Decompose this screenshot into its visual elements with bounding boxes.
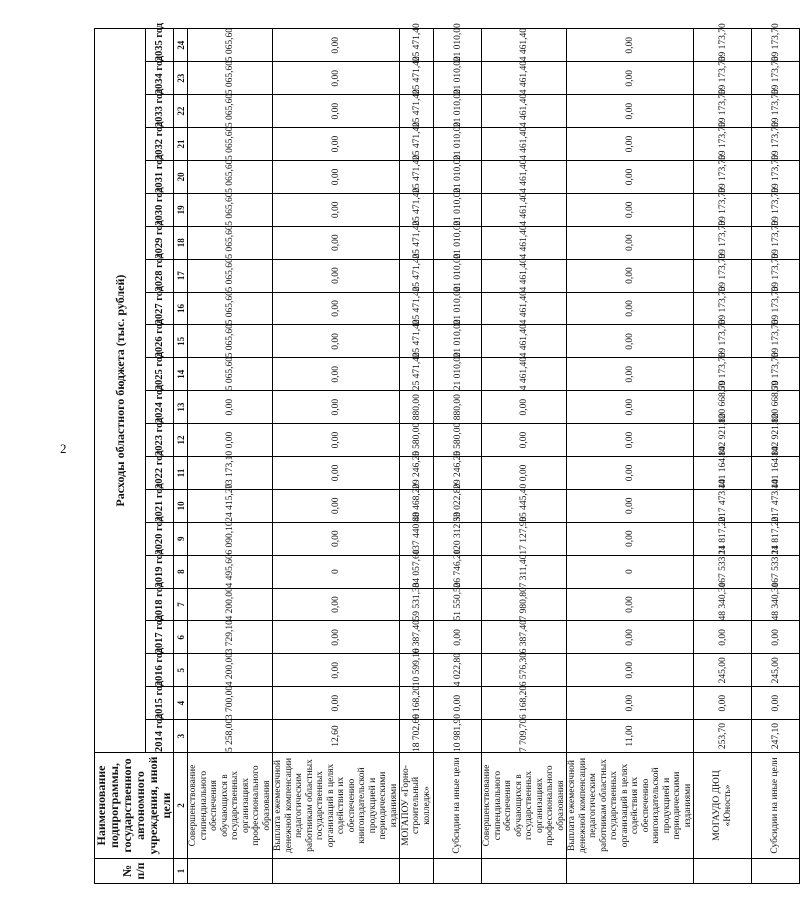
value-cell: 142 921,80 xyxy=(694,424,752,457)
value-cell: 5 065,60 xyxy=(188,358,273,391)
row-number xyxy=(482,859,567,884)
row-name: Субсидии на иные цели xyxy=(434,753,482,859)
value-cell: 4 461,40 xyxy=(482,128,567,161)
value-cell: 0,00 xyxy=(273,29,400,62)
value-cell: 0,00 xyxy=(273,687,400,720)
value-cell: 5 065,60 xyxy=(188,226,273,259)
value-cell: 21 010,00 xyxy=(434,193,482,226)
row-number xyxy=(434,859,482,884)
value-cell: 0,00 xyxy=(567,95,694,128)
value-cell: 0,00 xyxy=(567,62,694,95)
value-cell: 245,00 xyxy=(694,654,752,687)
value-cell: 7 311,40 xyxy=(482,555,567,588)
value-cell: 59 173,70 xyxy=(752,226,800,259)
value-cell: 0,00 xyxy=(273,325,400,358)
value-cell: 59 173,70 xyxy=(752,128,800,161)
value-cell: 141 164,80 xyxy=(694,456,752,489)
value-cell: 7 709,70 xyxy=(482,720,567,753)
value-cell: 33 022,80 xyxy=(434,489,482,522)
value-cell: 0,00 xyxy=(273,62,400,95)
column-number: 24 xyxy=(174,29,188,62)
value-cell: 0,00 xyxy=(273,391,400,424)
value-cell: 73 173,10 xyxy=(188,456,273,489)
value-cell: 4 461,40 xyxy=(482,259,567,292)
value-cell: 59 173,70 xyxy=(694,325,752,358)
column-number: 8 xyxy=(174,555,188,588)
value-cell: 55 445,40 xyxy=(482,489,567,522)
value-cell: 4 022,80 xyxy=(434,654,482,687)
value-cell: 0,00 xyxy=(273,621,400,654)
value-cell: 0,00 xyxy=(273,588,400,621)
name-header: Наименование подпрограммы, государственного автономного учреждения, иной цели xyxy=(95,753,174,859)
value-cell: 5 065,60 xyxy=(188,128,273,161)
value-cell: 4 461,40 xyxy=(482,62,567,95)
value-cell: 0,00 xyxy=(273,193,400,226)
value-cell: 4 461,40 xyxy=(482,325,567,358)
value-cell: 34 057,60 xyxy=(400,555,434,588)
value-cell: 0,00 xyxy=(273,292,400,325)
value-cell: 24 817,20 xyxy=(752,522,800,555)
value-cell: 5 065,60 xyxy=(188,193,273,226)
value-cell: 0,00 xyxy=(567,687,694,720)
row-name: Субсидии на иные цели xyxy=(752,753,800,859)
table-body xyxy=(188,23,800,884)
value-cell: 59 173,70 xyxy=(752,325,800,358)
column-number: 3 xyxy=(174,720,188,753)
column-number: 13 xyxy=(174,391,188,424)
value-cell: 26 746,20 xyxy=(434,555,482,588)
year-header: 2022 год xyxy=(146,456,174,489)
value-cell: 4 200,00 xyxy=(188,588,273,621)
row-number xyxy=(188,859,273,884)
value-cell: 0 xyxy=(273,555,400,588)
value-cell: 25 471,40 xyxy=(400,325,434,358)
value-cell: 4 461,40 xyxy=(482,95,567,128)
value-cell: 4 461,40 xyxy=(482,292,567,325)
table-row xyxy=(694,29,752,884)
value-cell: 3 729,10 xyxy=(188,621,273,654)
value-cell: 0,00 xyxy=(188,424,273,457)
value-cell: 5 065,60 xyxy=(188,29,273,62)
value-cell: 25 471,40 xyxy=(400,29,434,62)
row-number xyxy=(694,859,752,884)
row-name: Выплата ежемесячной денежной компенсации педагогическим работникам областных государственных организаций в целях содействия их обеспечению книгоиздательской продукцией и периодическими изданиями xyxy=(273,753,400,859)
value-cell: 247,10 xyxy=(752,720,800,753)
year-header: 2024 год xyxy=(146,391,174,424)
column-number: 22 xyxy=(174,95,188,128)
budget-table-rotated xyxy=(94,22,781,884)
value-cell: 0,00 xyxy=(434,621,482,654)
value-cell: 10 981,90 xyxy=(434,720,482,753)
value-cell: 120 668,70 xyxy=(694,391,752,424)
value-cell: 0,00 xyxy=(273,489,400,522)
value-cell: 21 010,00 xyxy=(434,160,482,193)
column-number: 17 xyxy=(174,259,188,292)
value-cell: 48 340,30 xyxy=(694,588,752,621)
value-cell: 0,00 xyxy=(567,292,694,325)
value-cell: 0,00 xyxy=(273,259,400,292)
value-cell: 5 065,60 xyxy=(188,259,273,292)
row-name: Совершенствование стипендиального обеспечения обучающихся в государственных организациях профессионального образования xyxy=(188,753,273,859)
value-cell: 0,00 xyxy=(482,424,567,457)
row-name: МОГАУДО ДЮЦ «Юность» xyxy=(694,753,752,859)
value-cell: 4 461,40 xyxy=(482,226,567,259)
year-header: 2018 год xyxy=(146,588,174,621)
value-cell: 25 471,40 xyxy=(400,128,434,161)
value-cell: 0,00 xyxy=(567,621,694,654)
value-cell: 3 700,00 xyxy=(188,687,273,720)
table-row xyxy=(273,29,400,884)
value-cell: 167 533,11 xyxy=(752,555,800,588)
year-header: 2033 год xyxy=(146,95,174,128)
table-row xyxy=(188,29,273,884)
column-number: 14 xyxy=(174,358,188,391)
value-cell: 4 461,40 xyxy=(482,160,567,193)
value-cell: 11,00 xyxy=(567,720,694,753)
value-cell: 6 576,30 xyxy=(482,654,567,687)
value-cell: 4 495,60 xyxy=(188,555,273,588)
column-number: 9 xyxy=(174,522,188,555)
value-cell: 59 173,70 xyxy=(694,292,752,325)
budget-table xyxy=(94,22,800,884)
year-header: 2020 год xyxy=(146,522,174,555)
value-cell: 59 173,70 xyxy=(752,95,800,128)
value-cell: 59 173,70 xyxy=(694,128,752,161)
column-number: 7 xyxy=(174,588,188,621)
value-cell: 4 200,00 xyxy=(188,654,273,687)
year-header: 2026 год xyxy=(146,325,174,358)
column-number: 16 xyxy=(174,292,188,325)
value-cell: 0,00 xyxy=(752,687,800,720)
value-cell: 59 173,70 xyxy=(694,358,752,391)
column-number: 18 xyxy=(174,226,188,259)
column-number: 21 xyxy=(174,128,188,161)
value-cell: 21 010,00 xyxy=(434,95,482,128)
value-cell: 29 246,20 xyxy=(400,456,434,489)
value-cell: 167 533,11 xyxy=(694,555,752,588)
budget-header: Расходы областного бюджета (тыс. рублей) xyxy=(95,29,146,753)
column-number: 6 xyxy=(174,621,188,654)
value-cell: 0,00 xyxy=(273,160,400,193)
value-cell: 4 461,40 xyxy=(482,29,567,62)
column-number: 4 xyxy=(174,687,188,720)
year-header: 2028 год xyxy=(146,259,174,292)
value-cell: 0,00 xyxy=(567,358,694,391)
value-cell: 59 173,70 xyxy=(694,62,752,95)
value-cell: 217 473,40 xyxy=(752,489,800,522)
value-cell: 0,00 xyxy=(188,391,273,424)
value-cell: 6 090,10 xyxy=(188,522,273,555)
year-header: 2034 год xyxy=(146,62,174,95)
value-cell: 6 387,40 xyxy=(400,621,434,654)
value-cell: 59 531,30 xyxy=(400,588,434,621)
value-cell: 51 550,50 xyxy=(434,588,482,621)
column-number: 15 xyxy=(174,325,188,358)
value-cell: 245,00 xyxy=(752,654,800,687)
value-cell: 25 471,40 xyxy=(400,95,434,128)
value-cell: 17 127,90 xyxy=(482,522,567,555)
value-cell: 6 168,20 xyxy=(400,687,434,720)
value-cell: 59 173,70 xyxy=(752,259,800,292)
value-cell: 0,00 xyxy=(482,456,567,489)
value-cell: 0,00 xyxy=(752,621,800,654)
value-cell: 0,00 xyxy=(567,29,694,62)
value-cell: 0,00 xyxy=(567,456,694,489)
column-number: 19 xyxy=(174,193,188,226)
value-cell: 0,00 xyxy=(273,522,400,555)
row-name: Выплата ежемесячной денежной компенсации педагогическим работникам областных государственных организаций в целях содействия их обеспечению книгоиздательской продукцией и периодическими изданиями xyxy=(567,753,694,859)
value-cell: 5 065,60 xyxy=(188,62,273,95)
column-number: 23 xyxy=(174,62,188,95)
value-cell: 0,00 xyxy=(482,391,567,424)
year-header: 2035 год xyxy=(146,29,174,62)
value-cell: 253,70 xyxy=(694,720,752,753)
value-cell: 24 817,20 xyxy=(694,522,752,555)
value-cell: 59 173,70 xyxy=(752,292,800,325)
column-number: 12 xyxy=(174,424,188,457)
value-cell: 137 440,40 xyxy=(400,522,434,555)
value-cell: 0,00 xyxy=(273,424,400,457)
value-cell: 0,00 xyxy=(567,424,694,457)
value-cell: 29 246,20 xyxy=(434,456,482,489)
value-cell: 0,00 xyxy=(567,522,694,555)
column-number: 20 xyxy=(174,160,188,193)
value-cell: 0,00 xyxy=(694,687,752,720)
table-row xyxy=(434,29,482,884)
row-name: Совершенствование стипендиального обеспечения обучающихся в государственных организациях профессионального образования xyxy=(482,753,567,859)
year-header: 2019 год xyxy=(146,555,174,588)
value-cell: 59 173,70 xyxy=(752,160,800,193)
value-cell: 0,00 xyxy=(273,654,400,687)
year-header: 2014 год xyxy=(146,720,174,753)
table-row xyxy=(482,29,567,884)
value-cell: 5 065,60 xyxy=(188,160,273,193)
value-cell: 21 010,00 xyxy=(434,226,482,259)
column-number: 11 xyxy=(174,456,188,489)
value-cell: 0,00 xyxy=(567,226,694,259)
year-header: 2023 год xyxy=(146,424,174,457)
value-cell: 120 312,50 xyxy=(434,522,482,555)
value-cell: 21 010,00 xyxy=(434,358,482,391)
value-cell: 48 340,30 xyxy=(752,588,800,621)
value-cell: 4 461,40 xyxy=(482,358,567,391)
value-cell: 5 580,00 xyxy=(400,424,434,457)
year-header: 2030 год xyxy=(146,193,174,226)
value-cell: 25 471,40 xyxy=(400,193,434,226)
row-number xyxy=(752,859,800,884)
column-number: 2 xyxy=(174,753,188,859)
value-cell: 0,00 xyxy=(567,391,694,424)
value-cell: 18 702,60 xyxy=(400,720,434,753)
value-cell: 0,00 xyxy=(273,95,400,128)
value-cell: 0,00 xyxy=(434,687,482,720)
value-cell: 0,00 xyxy=(273,456,400,489)
table-row xyxy=(400,29,434,884)
value-cell: 59 173,70 xyxy=(752,62,800,95)
value-cell: 0,00 xyxy=(567,259,694,292)
value-cell: 12,60 xyxy=(273,720,400,753)
value-cell: 59 173,70 xyxy=(752,193,800,226)
value-cell: 5 065,60 xyxy=(188,95,273,128)
value-cell: 0,00 xyxy=(273,128,400,161)
value-cell: 0,00 xyxy=(567,160,694,193)
num-header: № п/п xyxy=(95,859,174,884)
value-cell: 25 471,40 xyxy=(400,160,434,193)
value-cell: 21 010,00 xyxy=(434,62,482,95)
value-cell: 5 065,60 xyxy=(188,292,273,325)
row-number xyxy=(567,859,694,884)
year-header: 2032 год xyxy=(146,128,174,161)
value-cell: 25 471,40 xyxy=(400,358,434,391)
page-number: 2 xyxy=(60,441,67,456)
value-cell: 59 173,70 xyxy=(752,358,800,391)
value-cell: 88 468,20 xyxy=(400,489,434,522)
value-cell: 59 173,70 xyxy=(694,259,752,292)
year-header: 2016 год xyxy=(146,654,174,687)
value-cell: 141 164,80 xyxy=(752,456,800,489)
value-cell: 120 668,70 xyxy=(752,391,800,424)
value-cell: 59 173,70 xyxy=(694,29,752,62)
value-cell: 0 xyxy=(567,555,694,588)
value-cell: 21 010,00 xyxy=(434,259,482,292)
value-cell: 217 473,40 xyxy=(694,489,752,522)
table-row xyxy=(567,29,694,884)
column-number: 10 xyxy=(174,489,188,522)
value-cell: 880,00 xyxy=(400,391,434,424)
row-name: МОГАПОУ «Горно-строительный колледж» xyxy=(400,753,434,859)
value-cell: 59 173,70 xyxy=(694,95,752,128)
value-cell: 21 010,00 xyxy=(434,325,482,358)
value-cell: 6 387,40 xyxy=(482,621,567,654)
value-cell: 59 173,70 xyxy=(694,226,752,259)
row-number xyxy=(400,859,434,884)
value-cell: 25 471,40 xyxy=(400,62,434,95)
year-header: 2027 год xyxy=(146,292,174,325)
value-cell: 0,00 xyxy=(273,226,400,259)
value-cell: 21 010,00 xyxy=(434,29,482,62)
value-cell: 7 980,80 xyxy=(482,588,567,621)
year-header: 2015 год xyxy=(146,687,174,720)
year-header: 2017 год xyxy=(146,621,174,654)
value-cell: 0,00 xyxy=(567,193,694,226)
year-header: 2021 год xyxy=(146,489,174,522)
value-cell: 4 461,40 xyxy=(482,193,567,226)
value-cell: 21 010,00 xyxy=(434,292,482,325)
value-cell: 21 010,00 xyxy=(434,128,482,161)
value-cell: 0,00 xyxy=(567,654,694,687)
value-cell: 59 173,70 xyxy=(694,160,752,193)
value-cell: 880,00 xyxy=(434,391,482,424)
value-cell: 5 065,60 xyxy=(188,325,273,358)
value-cell: 0,00 xyxy=(567,489,694,522)
value-cell: 142 921,80 xyxy=(752,424,800,457)
table-row xyxy=(752,29,800,884)
value-cell: 0,00 xyxy=(567,128,694,161)
row-number xyxy=(273,859,400,884)
value-cell: 25 471,40 xyxy=(400,226,434,259)
year-header: 2029 год xyxy=(146,226,174,259)
value-cell: 5 580,00 xyxy=(434,424,482,457)
value-cell: 24 415,20 xyxy=(188,489,273,522)
value-cell: 59 173,70 xyxy=(752,29,800,62)
value-cell: 59 173,70 xyxy=(694,193,752,226)
value-cell: 0,00 xyxy=(567,588,694,621)
value-cell: 0,00 xyxy=(694,621,752,654)
column-number-row xyxy=(174,29,188,884)
year-header: 2025 год xyxy=(146,358,174,391)
value-cell: 25 471,40 xyxy=(400,292,434,325)
value-cell: 25 471,40 xyxy=(400,259,434,292)
value-cell: 0,00 xyxy=(273,358,400,391)
value-cell: 6 168,20 xyxy=(482,687,567,720)
value-cell: 5 258,00 xyxy=(188,720,273,753)
column-number: 1 xyxy=(174,859,188,884)
column-number: 5 xyxy=(174,654,188,687)
value-cell: 10 599,10 xyxy=(400,654,434,687)
value-cell: 0,00 xyxy=(567,325,694,358)
year-header: 2031 год xyxy=(146,160,174,193)
